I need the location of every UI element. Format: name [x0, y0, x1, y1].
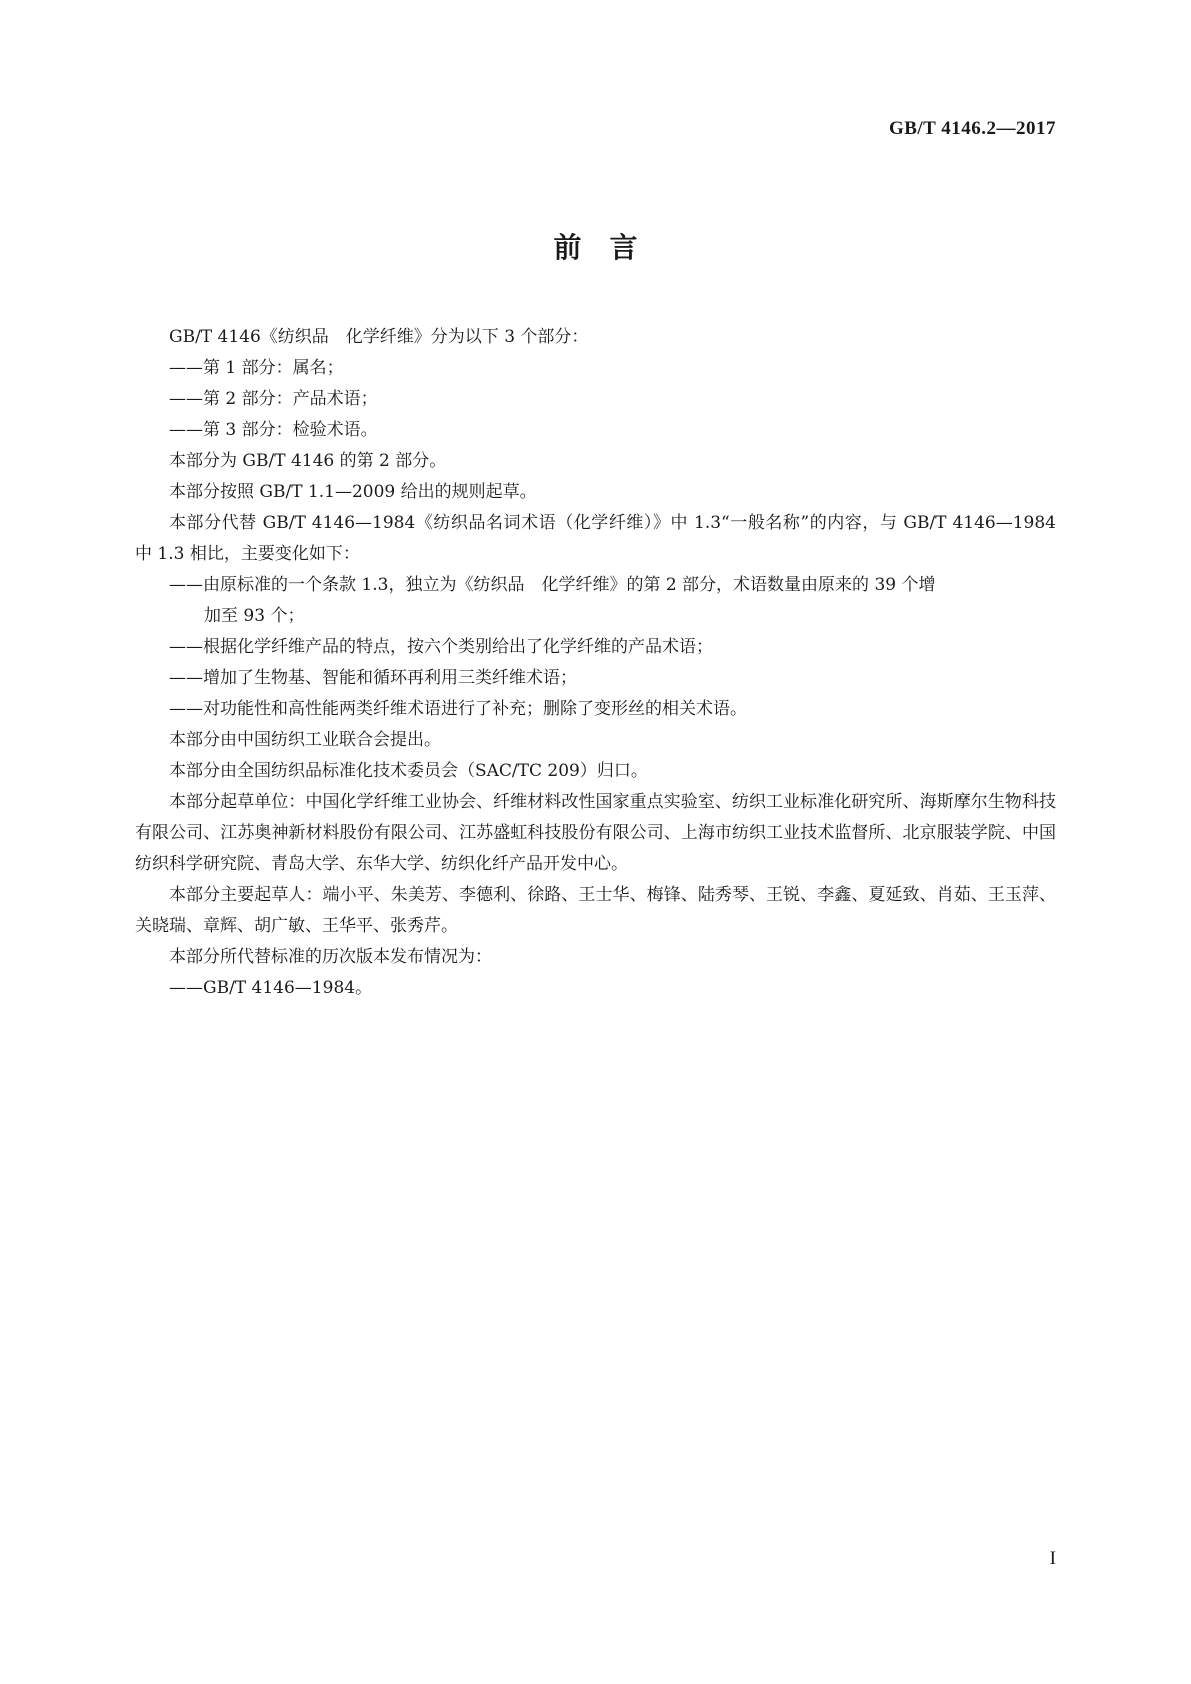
paragraph: 本部分由中国纺织工业联合会提出。: [169, 730, 441, 750]
page-number: I: [1049, 1548, 1056, 1569]
list-item: ——第 3 部分：检验术语。: [169, 420, 378, 440]
paragraph: 本部分起草单位：中国化学纤维工业协会、纤维材料改性国家重点实验室、纺织工业标准化研究所、海斯摩尔生物科技有限公司、江苏奥神新材料股份有限公司、江苏盛虹科技股份有限公司、上海市纺织工业技术监督所、北京服装学院、中国纺织科学研究院、青岛大学、东华大学、纺织化纤产品开发中心。: [135, 792, 1056, 874]
document-body: [135, 322, 1056, 1004]
paragraph: 本部分代替 GB/T 4146—1984《纺织品名词术语（化学纤维）》中 1.3“一般名称”的内容，与 GB/T 4146—1984 中 1.3 相比，主要变化如下：: [135, 513, 1056, 564]
paragraph: GB/T 4146《纺织品 化学纤维》分为以下 3 个部分：: [169, 327, 589, 347]
list-item: ——根据化学纤维产品的特点，按六个类别给出了化学纤维的产品术语；: [169, 637, 713, 657]
paragraph: 本部分由全国纺织品标准化技术委员会（SAC/TC 209）归口。: [169, 761, 648, 781]
standard-code: GB/T 4146.2—2017: [888, 118, 1056, 139]
list-item: ——GB/T 4146—1984。: [169, 978, 373, 998]
paragraph: 本部分主要起草人：端小平、朱美芳、李德利、徐路、王士华、梅锋、陆秀琴、王锐、李鑫、夏延致、肖茹、王玉萍、关晓瑞、章辉、胡广敏、王华平、张秀芹。: [135, 885, 1056, 936]
paragraph: 本部分为 GB/T 4146 的第 2 部分。: [169, 451, 447, 471]
list-item: ——第 1 部分：属名；: [169, 358, 344, 378]
page-title: 前 言: [553, 231, 638, 264]
paragraph: 本部分按照 GB/T 1.1—2009 给出的规则起草。: [169, 482, 537, 502]
paragraph: 本部分所代替标准的历次版本发布情况为：: [169, 947, 492, 967]
list-item: ——第 2 部分：产品术语；: [169, 389, 378, 409]
list-item: ——增加了生物基、智能和循环再利用三类纤维术语；: [169, 668, 577, 688]
list-item: ——由原标准的一个条款 1.3，独立为《纺织品 化学纤维》的第 2 部分，术语数量由原来的 39 个增: [169, 575, 936, 595]
list-item-continuation: 加至 93 个；: [204, 606, 305, 626]
list-item: ——对功能性和高性能两类纤维术语进行了补充；删除了变形丝的相关术语。: [169, 699, 747, 719]
